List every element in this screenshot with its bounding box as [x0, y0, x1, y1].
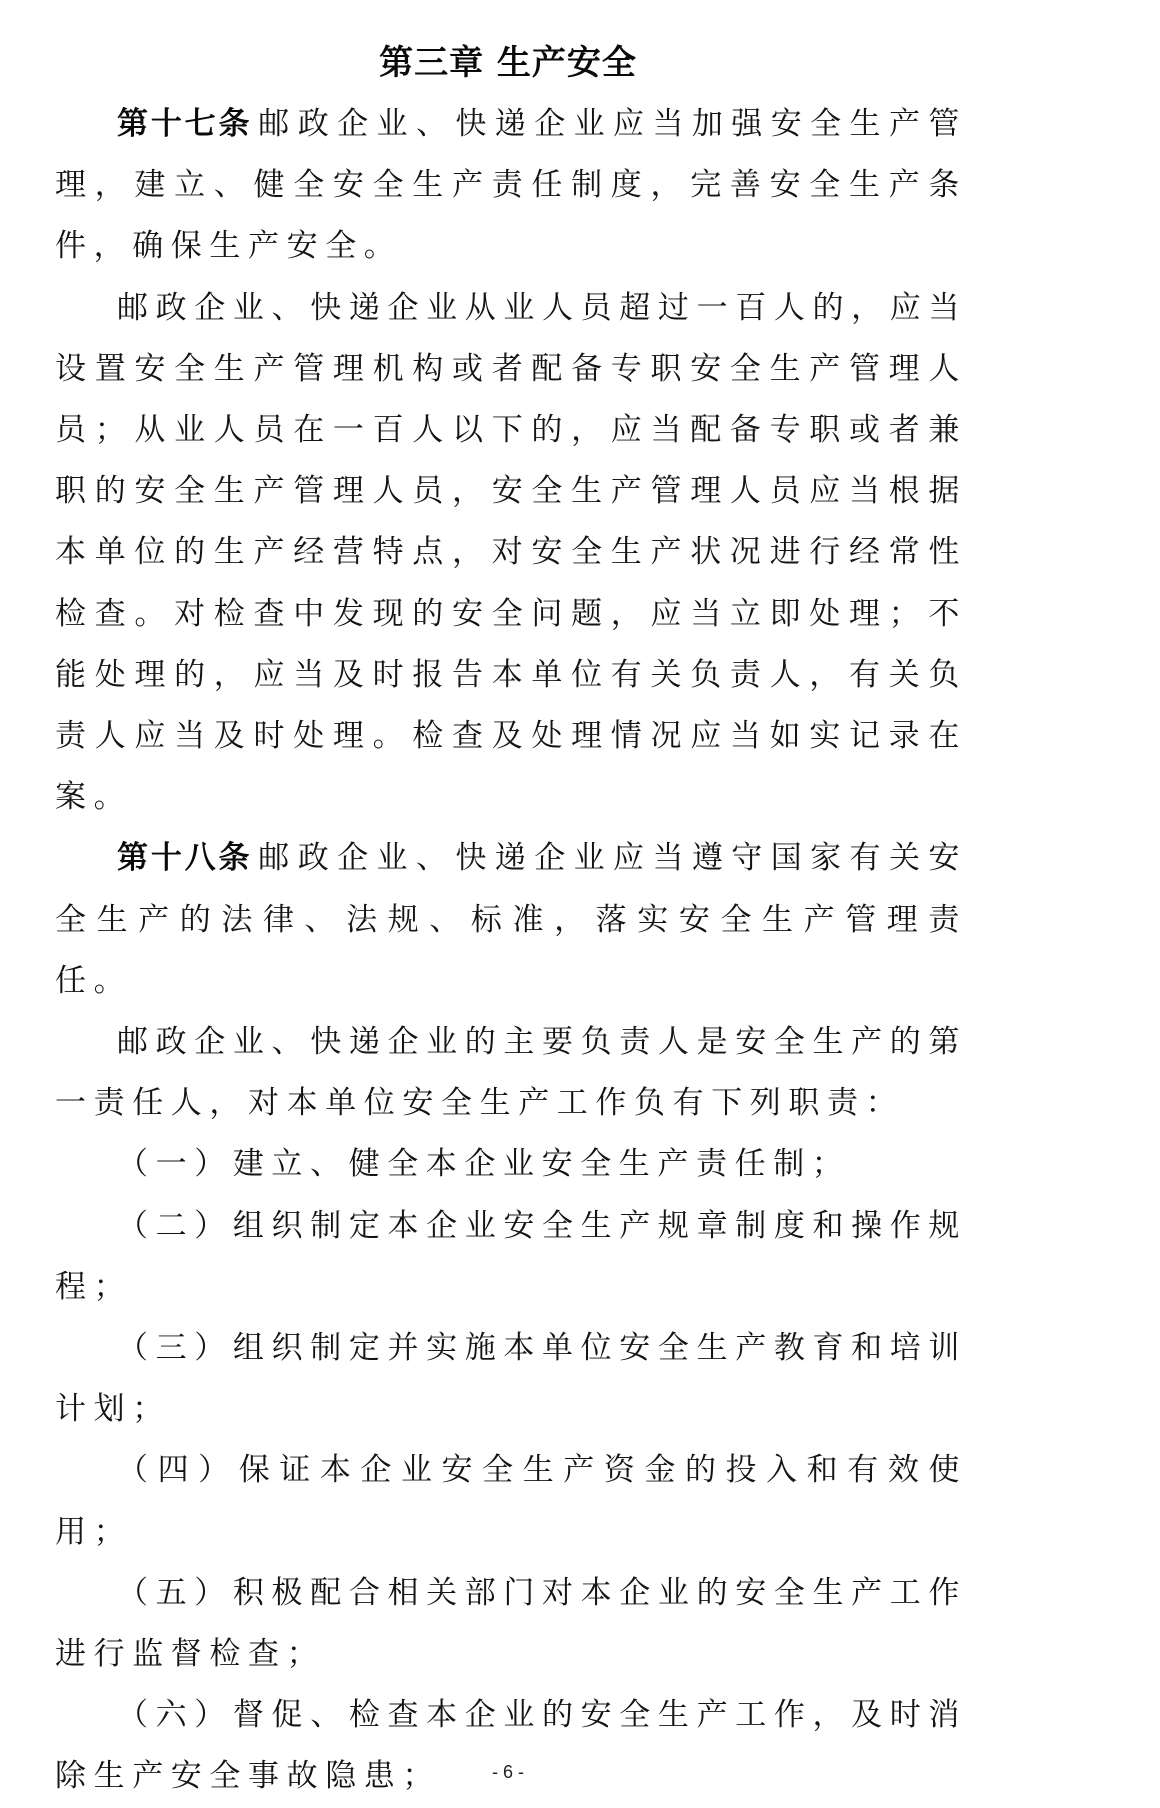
article-18-paragraph	[55, 828, 967, 1012]
article-number: 第十八条	[117, 840, 253, 877]
list-item-text: （三）组织制定并实施本单位安全生产教育和培训计划；	[55, 1330, 967, 1428]
paragraph-text: 邮政企业、快递企业应当遵守国家有关安全生产的法律、法规、标准，落实安全生产管理责任。	[55, 840, 967, 999]
list-item-text: （五）积极配合相关部门对本企业的安全生产工作进行监督检查；	[55, 1574, 967, 1673]
duty-item-6	[55, 1685, 967, 1807]
list-item-text: （一）建立、健全本企业安全生产责任制；	[117, 1146, 851, 1183]
list-item-text: （四）保证本企业安全生产资金的投入和有效使用；	[55, 1452, 967, 1550]
document-body	[55, 94, 967, 1808]
article-17-clause-2	[55, 278, 967, 829]
duty-item-5	[55, 1563, 967, 1685]
duty-item-3	[55, 1318, 967, 1440]
chapter-title: 第三章 生产安全	[379, 43, 637, 83]
paragraph-text: 邮政企业、快递企业应当加强安全生产管理，建立、健全安全生产责任制度，完善安全生产条件，确保生产安全。	[55, 106, 967, 265]
duty-item-1	[55, 1134, 967, 1195]
article-18-clause-2	[55, 1012, 967, 1134]
duty-item-2	[55, 1196, 967, 1318]
list-item-text: （二）组织制定本企业安全生产规章制度和操作规程；	[55, 1207, 967, 1305]
duty-item-4	[55, 1440, 967, 1562]
page-number: - 6 -	[491, 1762, 524, 1782]
paragraph-text: 邮政企业、快递企业从业人员超过一百人的，应当设置安全生产管理机构或者配备专职安全生产管理人员；从业人员在一百人以下的，应当配备专职或者兼职的安全生产管理人员，安全生产管理人员应当根据本单位的生产经营特点，对安全生产状况进行经常性检查。对检查中发现的安全问题，应当立即处理；不能处理的，应当及时报告本单位有关负责人，有关负责人应当及时处理。检查及处理情况应当如实记录在案。	[55, 289, 967, 816]
article-17-paragraph	[55, 94, 967, 278]
list-item-text: （六）督促、检查本企业的安全生产工作，及时消除生产安全事故隐患；	[55, 1697, 967, 1795]
paragraph-text: 邮政企业、快递企业的主要负责人是安全生产的第一责任人，对本单位安全生产工作负有下列职责：	[55, 1024, 967, 1122]
article-number: 第十七条	[117, 106, 253, 142]
